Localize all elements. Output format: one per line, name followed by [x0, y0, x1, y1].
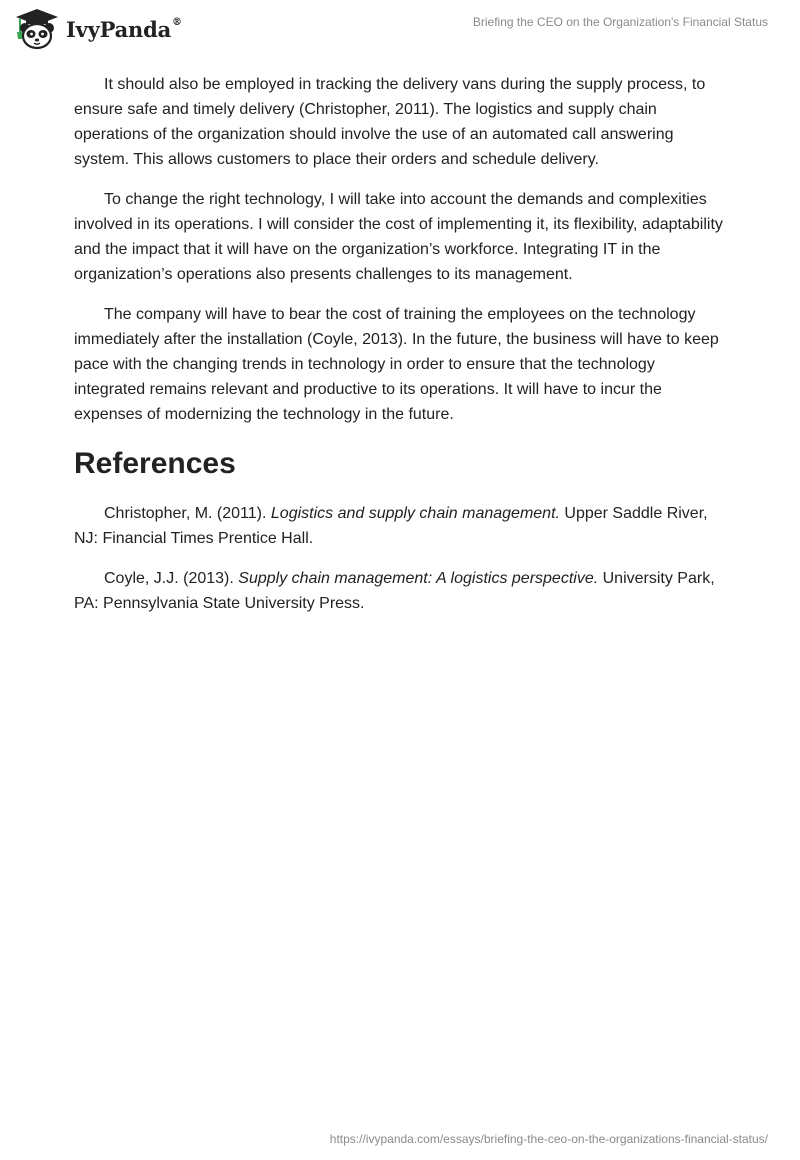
registered-mark: ®: [172, 16, 182, 28]
references-heading: References: [74, 447, 236, 480]
brand-name: [66, 17, 182, 42]
brand-name-text: IvyPanda: [66, 16, 172, 42]
footer-url-link[interactable]: https://ivypanda.com/essays/briefing-the-ceo-on-the-organizations-financial-status/: [329, 1132, 768, 1146]
body-paragraph: It should also be employed in tracking the delivery vans during the supply process, to ensure safe and timely delivery (Christopher, 2011). The logistics and supply chain operations of the organization should involve the use of an automated call answering system. This allows customers to place their orders and schedule delivery.: [74, 76, 706, 168]
ivypanda-logo[interactable]: [14, 8, 182, 50]
panda-graduation-cap-icon: [14, 8, 60, 50]
body-paragraph: To change the right technology, I will take into account the demands and complexities involved in its operations. I will consider the cost of implementing it, its flexibility, adaptability and the impact that it will have on the organization’s workforce. Integrating IT in the organization’s operations also presents challenges to its management.: [74, 191, 723, 283]
reference-item: [74, 566, 726, 616]
body-paragraph: The company will have to bear the cost of training the employees on the technology immediately after the installation (Coyle, 2013). In the future, the business will have to keep pace with the changing trends in technology in order to ensure that the technology integrated remains relevant and productive to its operations. It will have to incur the expenses of modernizing the technology in the future.: [74, 306, 719, 423]
reference-author: Coyle, J.J. (2013).: [104, 570, 239, 587]
reference-title: Logistics and supply chain management.: [270, 505, 560, 522]
reference-publisher: University Park, PA: Pennsylvania State University Press.: [74, 570, 715, 612]
essay-content: [74, 72, 726, 631]
reference-title: Supply chain management: A logistics perspective.: [238, 570, 599, 587]
reference-item: [74, 501, 726, 551]
page-header: [0, 0, 800, 60]
document-title: Briefing the CEO on the Organization's Financial Status: [472, 15, 768, 29]
reference-publisher: Upper Saddle River, NJ: Financial Times Prentice Hall.: [74, 505, 708, 547]
reference-author: Christopher, M. (2011).: [104, 505, 271, 522]
